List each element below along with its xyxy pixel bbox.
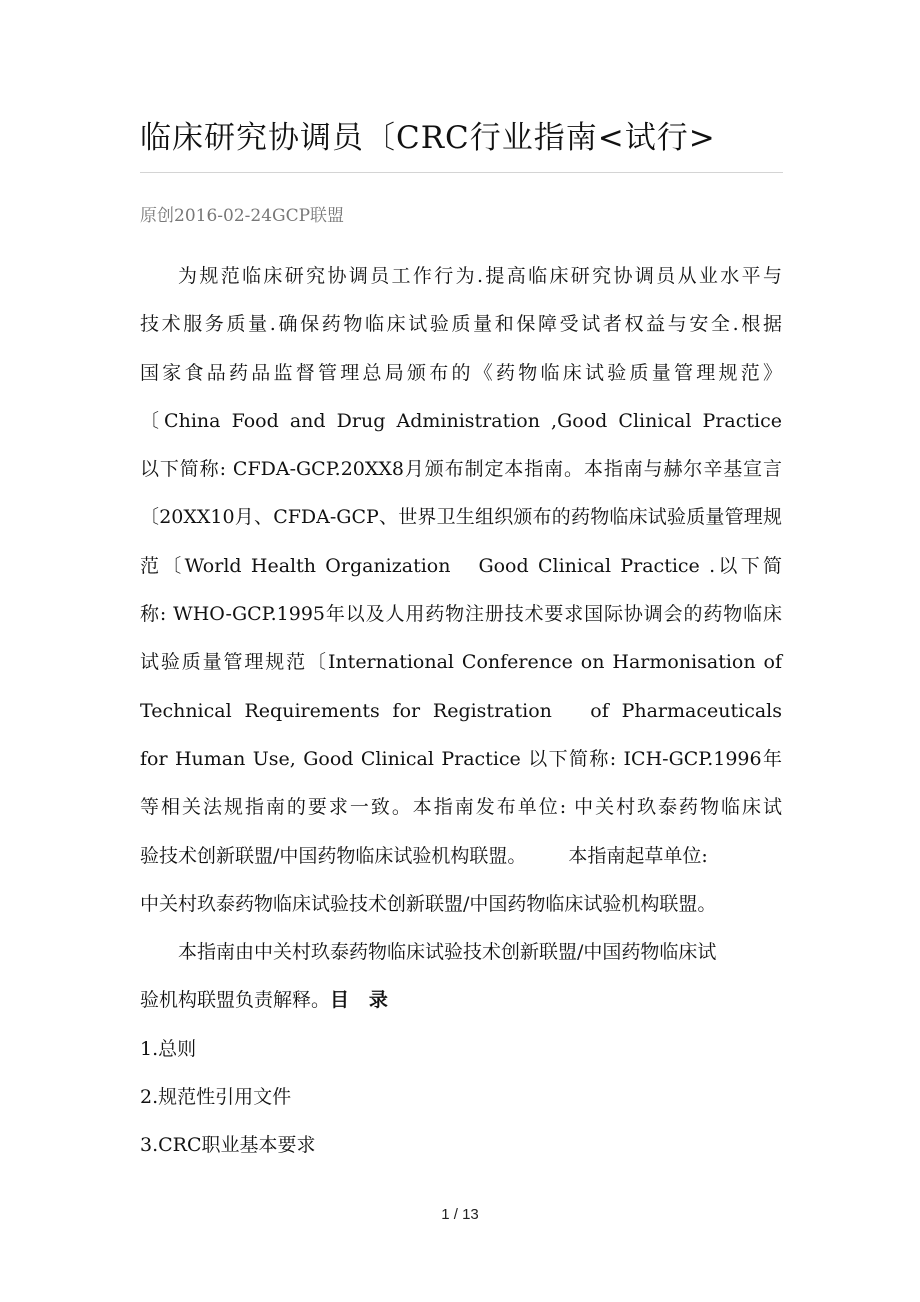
page-indicator: 1 / 13 (441, 1206, 479, 1223)
paragraph-line: 称: WHO-GCP.1995年以及人用药物注册技术要求国际协调会的药物临床 (140, 603, 782, 626)
paragraph-line: 本指南由中关村玖泰药物临床试验技术创新联盟/中国药物临床试 (178, 941, 717, 964)
paragraph-line (140, 976, 790, 1024)
drafting-unit-label: 本指南起草单位: (568, 844, 708, 867)
toc-heading: 目 录 (330, 989, 388, 1012)
paragraph-line: Technical Requirements for Registration of Pharmaceuticals (140, 699, 782, 722)
document-title: 临床研究协调员〔CRC行业指南<试行> (140, 120, 716, 156)
paragraph-line: 范〔World Health Organization Good Clinical Practice .以下简 (140, 554, 782, 577)
paragraph-line: 为规范临床研究协调员工作行为.提高临床研究协调员从业水平与 (178, 265, 782, 287)
paragraph-line: 国家食品药品监督管理总局颁布的《药物临床试验质量管理规范》 (140, 361, 782, 384)
toc-item: 2.规范性引用文件 (140, 1086, 292, 1109)
title-divider (140, 172, 783, 173)
paragraph-line: 以下简称: CFDA-GCP.20XX8月颁布制定本指南。本指南与赫尔辛基宣言 (140, 458, 782, 481)
paragraph-line: 〔20XX10月、CFDA-GCP、世界卫生组织颁布的药物临床试验质量管理规 (140, 506, 782, 529)
paragraph-line-text: 验机构联盟负责解释。 (140, 989, 331, 1012)
paragraph-line: for Human Use, Good Clinical Practice 以下简称: ICH-GCP.1996年 (140, 747, 782, 770)
paragraph-line: 技术服务质量.确保药物临床试验质量和保障受试者权益与安全.根据 (140, 313, 782, 336)
article-meta: 原创2016-02-24GCP联盟 (140, 206, 345, 226)
paragraph-line: 中关村玖泰药物临床试验技术创新联盟/中国药物临床试验机构联盟。 (140, 892, 717, 915)
toc-item: 1.总则 (140, 1037, 197, 1060)
paragraph-line: 等相关法规指南的要求一致。本指南发布单位: 中关村玖泰药物临床试 (140, 796, 782, 819)
toc-item: 3.CRC职业基本要求 (140, 1134, 316, 1157)
paragraph-line-text: 验技术创新联盟/中国药物临床试验机构联盟。 (140, 844, 527, 867)
paragraph-line: 〔China Food and Drug Administration ,Good Clinical Practice (140, 409, 782, 432)
paragraph-line (140, 832, 790, 880)
paragraph-line: 试验质量管理规范〔International Conference on Harmonisation of (140, 651, 782, 674)
document-body (140, 252, 790, 1170)
